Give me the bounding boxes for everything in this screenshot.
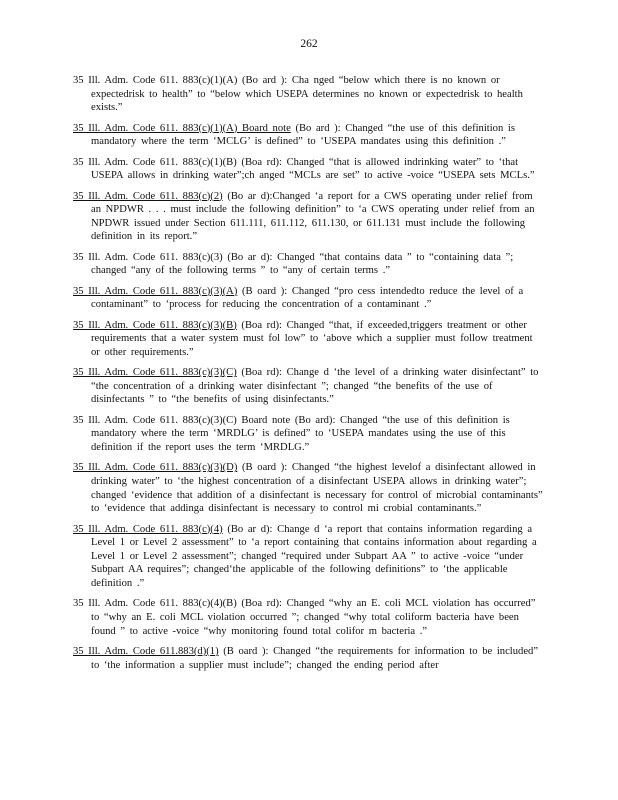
code-citation: 35 Ill. Adm. Code 611. 883(c)(1)(A) Board note [73, 122, 291, 134]
revision-note [73, 414, 545, 455]
revision-note [73, 190, 545, 244]
revision-note [73, 74, 545, 115]
revision-note [73, 251, 545, 278]
code-citation: 35 Ill. Adm. Code 611. 883(c)(3)(D) [73, 462, 238, 474]
code-citation: 35 Ill. Adm. Code 611. 883(c)(4)(B) [73, 598, 237, 610]
code-citation: 35 Ill. Adm. Code 611. 883(c)(1)(A) [73, 75, 238, 86]
code-citation: 35 Ill. Adm. Code 611. 883(c)(3)(A) [73, 285, 238, 297]
revision-note-text: (Boa rd): Change d ‘the level of a drinking water disinfectant” to “the concentration of a drinking water disinfectant ”; changed “the benefits of the use of disinfectants ” to “the benefits of using disinfectants.” [91, 367, 539, 406]
page-number: 262 [300, 38, 318, 50]
code-citation: 35 Ill. Adm. Code 611. 883(c)(3) [73, 251, 223, 263]
code-citation: 35 Ill. Adm. Code 611. 883(c)(4) [73, 523, 223, 535]
revision-note-text: (Bo ar d): Changed “that contains data ” to “containing data ”; changed “any of the following terms ” to “any of certain terms .” [91, 251, 514, 277]
code-citation: 35 Ill. Adm. Code 611. 883(c)(3)(C) Board note [73, 414, 291, 426]
revision-note [73, 523, 545, 591]
revision-note [73, 645, 545, 672]
revision-note-text: (Boa rd): Changed “why an E. coli MCL violation has occurred” to “why an E. coli MCL violation occurred ”; changed “why total coliform bacteria have been found ” to active -voice “why monitoring found total colifor m bacteria .” [91, 598, 536, 637]
code-citation: 35 Ill. Adm. Code 611. 883(c)(3)(C) [73, 367, 237, 379]
revision-note-text: (Bo ard): Changed “the use of this definition is mandatory where the term ‘MRDLG’ is defined” to ‘USEPA mandates using the use of this definition if the report uses the term ‘MRDLG.” [91, 414, 510, 454]
revision-note [73, 285, 545, 312]
revision-note-text: (Boa rd): Changed “that, if exceeded,triggers treatment or other requirements that a water system must fol low” to ‘above which a supplier must follow treatment or other requirements.” [91, 319, 533, 358]
revision-note-text: (B oard ): Changed “pro cess intendedto reduce the level of a contaminant” to ‘process for reducing the concentration of a contaminant .” [91, 285, 524, 311]
revision-note [73, 366, 545, 407]
code-citation: 35 Ill. Adm. Code 611. 883(c)(1)(B) [73, 156, 237, 168]
revision-note-text: (B oard ): Changed “the requirements for information to be included” to ‘the information a supplier must include”; changed the ending period after [91, 645, 539, 671]
revision-note [73, 597, 545, 638]
revision-note [73, 461, 545, 515]
code-citation: 35 Ill. Adm. Code 611.883(d)(1) [73, 645, 219, 657]
revision-note-text: (Bo ard ): Cha nged “below which there is no known or expectedrisk to health” to “below which USEPA determines no known or expectedrisk to health exists.” [91, 75, 523, 114]
revision-note-text: (B oard ): Changed “the highest levelof a disinfectant allowed in drinking water” to ‘the highest concentration of a disinfectant USEPA allows in drinking water”; changed ‘evidence that addition of a disinfectant is necessary for control of microbial contaminants” to ‘evidence that addinga disinfectant is necessary to control mi crobial contaminants.” [91, 462, 543, 515]
revision-note-text: (Bo ar d):Changed ‘a report for a CWS operating under relief from an NPDWR . . . must include the following definition” to ‘a CWS operating under relief from an NPDWR issued under Section 611.111, 611.112, 611.130, or 611.131 must include the following definition in its report.” [91, 190, 535, 243]
revision-note [73, 319, 545, 360]
code-citation: 35 Ill. Adm. Code 611. 883(c)(3)(B) [73, 319, 237, 331]
code-citation: 35 Ill. Adm. Code 611. 883(c)(2) [73, 190, 223, 202]
revision-note-text: (Bo ar d): Change d ‘a report that contains information regarding a Level 1 or Level 2 assessment” to ‘a report containing that contains information about regarding a Level 1 or Level 2 assessment”; changed “required under Subpart AA ” to active -voice “under Subpart AA requires”; changed‘the applicable of the following definitions” to ‘the applicable definition .” [91, 523, 537, 589]
revision-note-text: (Bo ard ): Changed “the use of this definition is mandatory where the term ‘MCLG’ is defined” to ‘USEPA mandates using this definition .” [91, 122, 515, 148]
revision-note [73, 122, 545, 149]
revision-note-text: (Boa rd): Changed “that is allowed indrinking water” to ‘that USEPA allows in drinking water”;ch anged “MCLs are set” to active -voice “USEPA sets MCLs.” [91, 156, 535, 182]
revision-note [73, 156, 545, 183]
revision-notes-list [73, 74, 545, 679]
